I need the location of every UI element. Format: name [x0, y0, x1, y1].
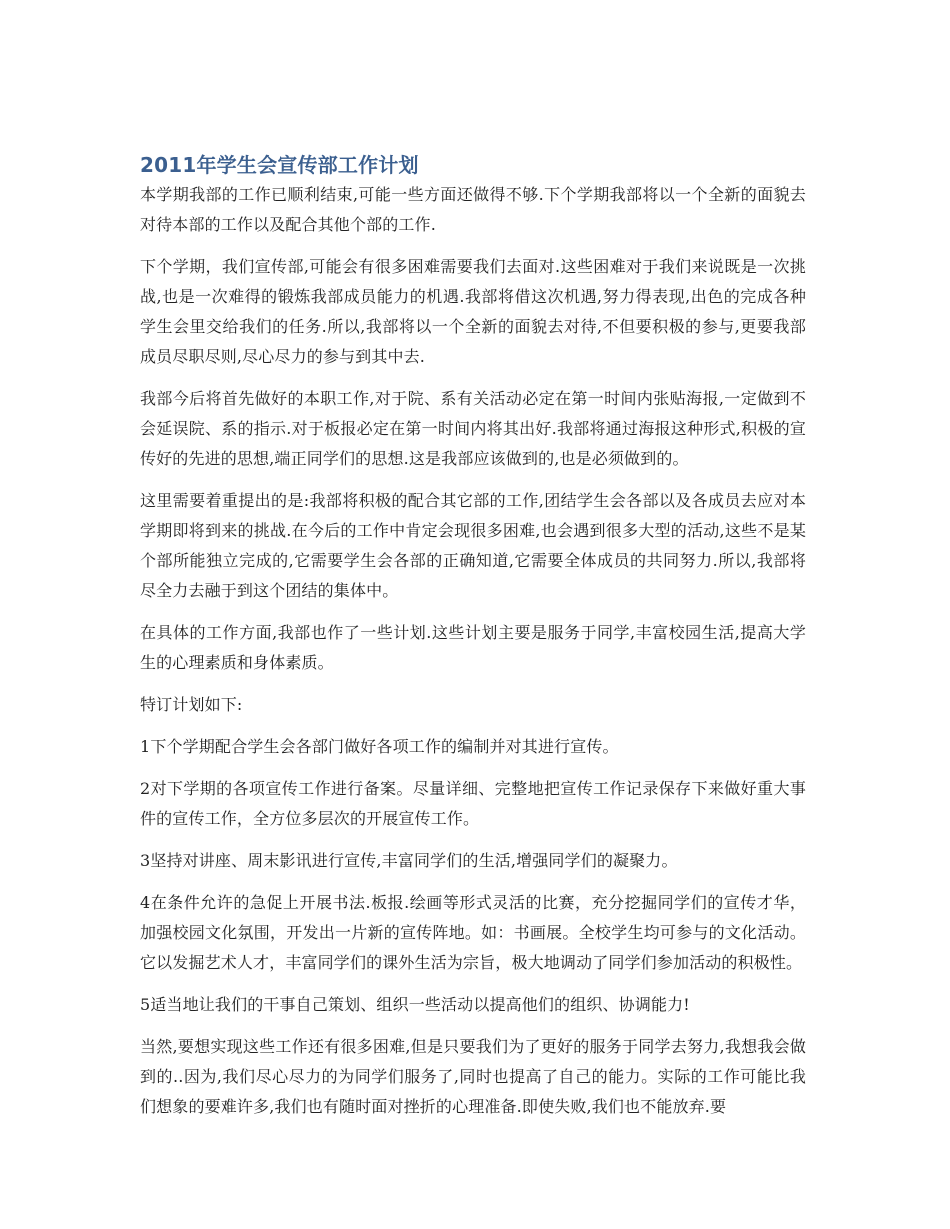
plan-item-5: 5适当地让我们的干事自己策划、组织一些活动以提高他们的组织、协调能力!	[140, 995, 690, 1014]
paragraph-conclusion: 当然,要想实现这些工作还有很多困难,但是只要我们为了更好的服务于同学去努力,我想我会做到的..因为,我们尽心尽力的为同学们服务了,同时也提高了自己的能力。实际的工作可能比我们想象的要难许多,我们也有随时面对挫折的心理准备.即使失败,我们也不能放弃.要	[140, 1037, 806, 1116]
paragraph-cooperation: 这里需要着重提出的是:我部将积极的配合其它部的工作,团结学生会各部以及各成员去应对本学期即将到来的挑战.在今后的工作中肯定会现很多困难,也会遇到很多大型的活动,这些不是某个部所能独立完成的,它需要学生会各部的正确知道,它需要全体成员的共同努力.所以,我部将尽全力去融于到这个团结的集体中。	[140, 491, 806, 600]
plan-item-1: 1下个学期配合学生会各部门做好各项工作的编制并对其进行宣传。	[140, 737, 619, 756]
document-page	[140, 148, 806, 1134]
paragraph-duties: 我部今后将首先做好的本职工作,对于院、系有关活动必定在第一时间内张贴海报,一定做到不会延误院、系的指示.对于板报必定在第一时间内将其出好.我部将通过海报这种形式,积极的宣传好的先进的思想,端正同学们的思想.这是我部应该做到的,也是必须做到的。	[140, 389, 806, 468]
plan-item-3: 3坚持对讲座、周末影讯进行宣传,丰富同学们的生活,增强同学们的凝聚力。	[140, 851, 678, 870]
paragraph-plans: 在具体的工作方面,我部也作了一些计划.这些计划主要是服务于同学,丰富校园生活,提高大学生的心理素质和身体素质。	[140, 623, 806, 672]
plan-item-2: 2对下学期的各项宣传工作进行备案。尽量详细、完整地把宣传工作记录保存下来做好重大事件的宣传工作，全方位多层次的开展宣传工作。	[140, 779, 806, 828]
plan-item-4: 4在条件允许的急促上开展书法.板报.绘画等形式灵活的比赛，充分挖掘同学们的宣传才华，加强校园文化氛围，开发出一片新的宣传阵地。如：书画展。全校学生均可参与的文化活动。它以发掘艺术人才，丰富同学们的课外生活为宗旨，极大地调动了同学们参加活动的积极性。	[140, 893, 806, 972]
paragraph-plan-heading: 特订计划如下:	[140, 695, 243, 714]
paragraph-intro: 本学期我部的工作已顺利结束,可能一些方面还做得不够.下个学期我部将以一个全新的面貌去对待本部的工作以及配合其他个部的工作.	[140, 185, 806, 234]
document-title: 2011年学生会宣传部工作计划	[140, 153, 419, 177]
paragraph-challenges: 下个学期，我们宣传部,可能会有很多困难需要我们去面对.这些困难对于我们来说既是一次挑战,也是一次难得的锻炼我部成员能力的机遇.我部将借这次机遇,努力得表现,出色的完成各种学生会里交给我们的任务.所以,我部将以一个全新的面貌去对待,不但要积极的参与,更要我部成员尽职尽则,尽心尽力的参与到其中去.	[140, 257, 806, 366]
